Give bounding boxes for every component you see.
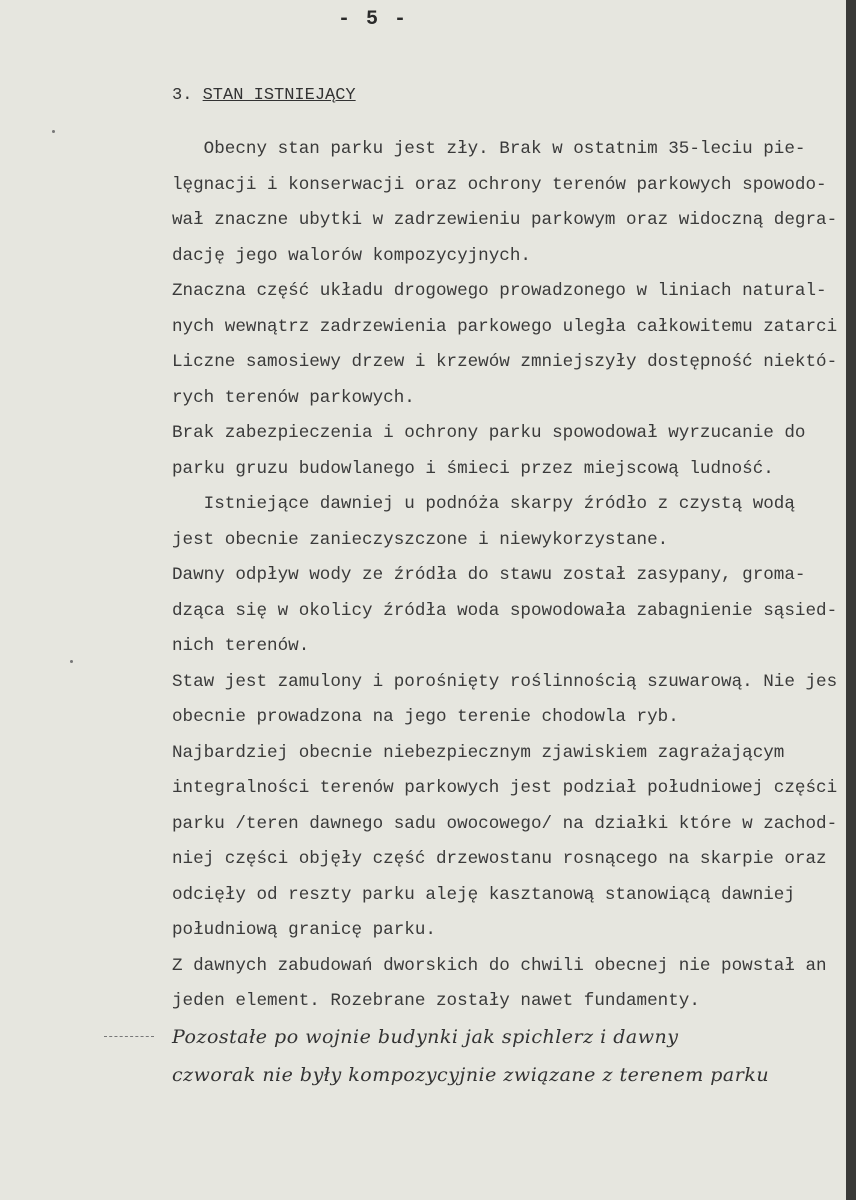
- text-line: wał znaczne ubytki w zadrzewieniu parkowym oraz widoczną degra-: [172, 210, 838, 230]
- text-line: nich terenów.: [172, 636, 310, 656]
- text-line: Liczne samosiewy drzew i krzewów zmniejszyły dostępność niektó-: [172, 352, 838, 372]
- text-line: Znaczna część układu drogowego prowadzonego w liniach natural-: [172, 281, 827, 301]
- text-line: Z dawnych zabudowań dworskich do chwili obecnej nie powstał an: [172, 955, 827, 976]
- text-line: Staw jest zamulony i porośnięty roślinnością szuwarową. Nie jes: [172, 671, 838, 692]
- text-line: Istniejące dawniej u podnóża skarpy źródło z czystą wodą: [172, 494, 795, 514]
- speck: [70, 660, 73, 663]
- text-line: niej części objęły część drzewostanu rosnącego na skarpie oraz: [172, 849, 827, 869]
- text-line: jeden element. Rozebrane zostały nawet fundamenty.: [172, 991, 700, 1011]
- text-line: Obecny stan parku jest zły. Brak w ostatnim 35-leciu pie-: [172, 139, 806, 159]
- text-line: obecnie prowadzona na jego terenie chodowla ryb.: [172, 707, 679, 727]
- text-line: jest obecnie zanieczyszczone i niewykorzystane.: [172, 529, 669, 550]
- text-line: Najbardziej obecnie niebezpiecznym zjawiskiem zagrażającym: [172, 742, 785, 763]
- page-edge: [846, 0, 856, 1200]
- handwritten-note: [172, 1018, 769, 1094]
- section-heading: [172, 86, 356, 105]
- margin-mark: [104, 1036, 154, 1037]
- typed-text: [172, 132, 846, 1020]
- text-line: Dawny odpływ wody ze źródła do stawu został zasypany, groma-: [172, 565, 806, 585]
- page-number: - 5 -: [338, 8, 409, 31]
- text-line: dząca się w okolicy źródła woda spowodowała zabagnienie sąsied-: [172, 600, 838, 621]
- text-line: nych wewnątrz zadrzewienia parkowego uległa całkowitemu zatarci: [172, 316, 838, 337]
- text-line: południową granicę parku.: [172, 920, 436, 940]
- text-line: lęgnacji i konserwacji oraz ochrony terenów parkowych spowodo-: [172, 174, 827, 195]
- text-line: Brak zabezpieczenia i ochrony parku spowodował wyrzucanie do: [172, 423, 806, 443]
- section-number: 3.: [172, 86, 193, 105]
- text-line: integralności terenów parkowych jest podział południowej części: [172, 778, 838, 798]
- handwritten-line: czworak nie były kompozycyjnie związane z terenem parku: [172, 1064, 770, 1086]
- handwritten-line: Pozostałe po wojnie budynki jak spichlerz i dawny: [172, 1026, 679, 1048]
- text-line: rych terenów parkowych.: [172, 387, 415, 408]
- speck: [52, 130, 55, 133]
- text-line: parku gruzu budowlanego i śmieci przez miejscową ludność.: [172, 458, 774, 479]
- section-title: STAN ISTNIEJĄCY: [202, 86, 356, 105]
- text-line: dację jego walorów kompozycyjnych.: [172, 245, 531, 266]
- text-line: odcięły od reszty parku aleję kasztanową stanowiącą dawniej: [172, 884, 795, 905]
- text-line: parku /teren dawnego sadu owocowego/ na działki które w zachod-: [172, 813, 838, 834]
